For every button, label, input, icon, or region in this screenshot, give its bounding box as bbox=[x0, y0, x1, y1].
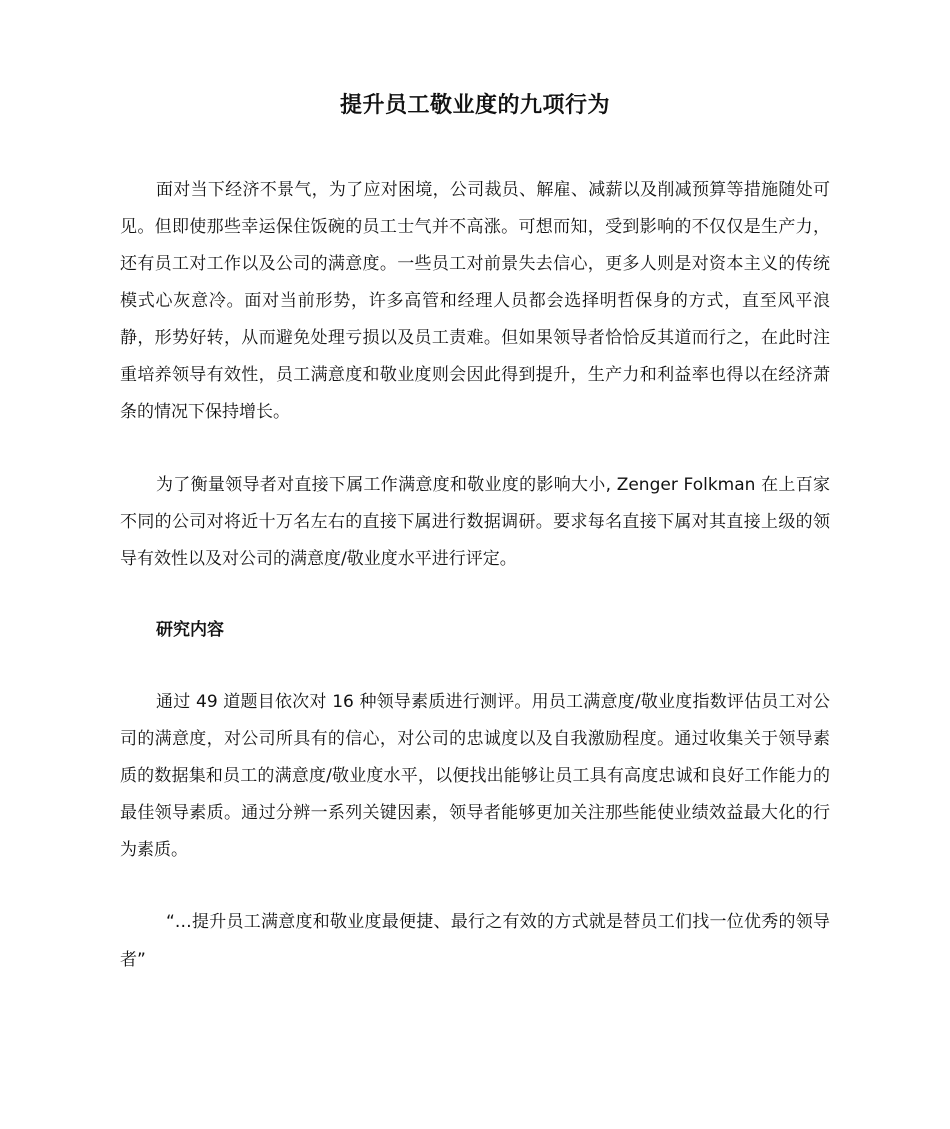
section-heading: 研究内容 bbox=[156, 620, 224, 640]
document-title: 提升员工敬业度的九项行为 bbox=[339, 93, 610, 118]
quote-paragraph: “…提升员工满意度和敬业度最便捷、最行之有效的方式就是替员工们找一位优秀的领导者” bbox=[120, 912, 830, 970]
intro-paragraph: 面对当下经济不景气，为了应对困境，公司裁员、解雇、减薪以及削减预算等措施随处可见。但即使那些幸运保住饭碗的员工士气并不高涨。可想而知，受到影响的不仅仅是生产力，还有员工对工作以及公司的满意度。一些员工对前景失去信心，更多人则是对资本主义的传统模式心灰意冷。面对当前形势，许多高管和经理人员都会选择明哲保身的方式，直至风平浪静，形势好转，从而避免处理亏损以及员工责难。但如果领导者恰恰反其道而行之，在此时注重培养领导有效性，员工满意度和敬业度则会因此得到提升，生产力和利益率也得以在经济萧条的情况下保持增长。 bbox=[120, 180, 830, 422]
survey-paragraph: 为了衡量领导者对直接下属工作满意度和敬业度的影响大小, Zenger Folkman 在上百家不同的公司对将近十万名左右的直接下属进行数据调研。要求每名直接下属对其直接上级的领导有效性以及对公司的满意度/敬业度水平进行评定。 bbox=[120, 475, 830, 569]
research-paragraph: 通过 49 道题目依次对 16 种领导素质进行测评。用员工满意度/敬业度指数评估员工对公司的满意度，对公司所具有的信心，对公司的忠诚度以及自我激励程度。通过收集关于领导素质的数据集和员工的满意度/敬业度水平，以便找出能够让员工具有高度忠诚和良好工作能力的最佳领导素质。通过分辨一系列关键因素，领导者能够更加关注那些能使业绩效益最大化的行为素质。 bbox=[120, 692, 830, 860]
